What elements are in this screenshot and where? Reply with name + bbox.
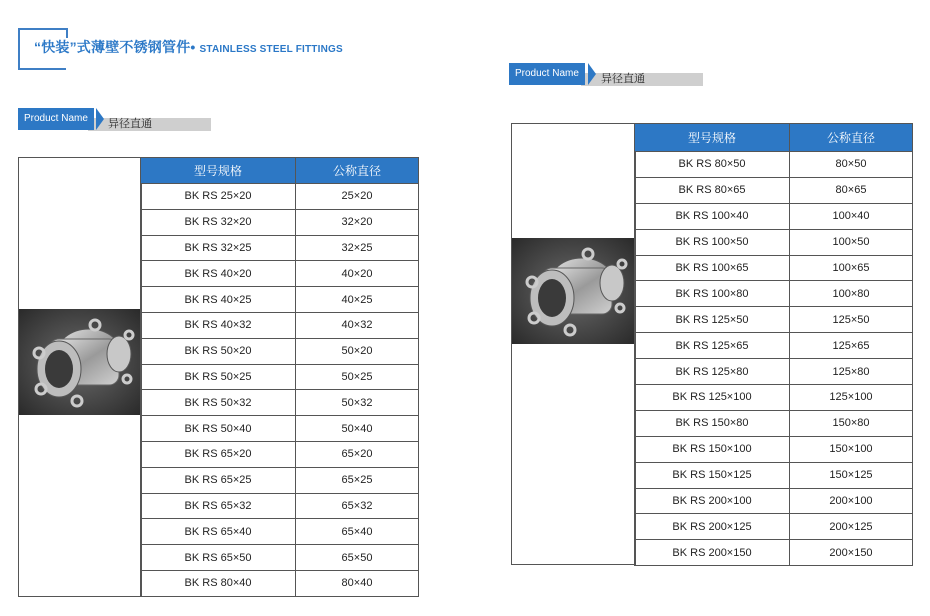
- model-cell: BK RS 100×80: [635, 281, 790, 307]
- table-row: [635, 540, 913, 566]
- table-row: [141, 493, 419, 519]
- diameter-cell: 80×40: [296, 570, 419, 596]
- table-row: [141, 338, 419, 364]
- diameter-cell: 150×100: [790, 436, 913, 462]
- title-cn: “快装”式薄壁不锈钢管件•: [34, 39, 196, 55]
- title-en: STAINLESS STEEL FITTINGS: [199, 44, 343, 55]
- right-product-photo: [512, 238, 634, 344]
- model-cell: BK RS 65×25: [141, 467, 296, 493]
- table-row: [141, 416, 419, 442]
- diameter-cell: 125×80: [790, 359, 913, 385]
- model-cell: BK RS 125×50: [635, 307, 790, 333]
- model-cell: BK RS 100×50: [635, 229, 790, 255]
- model-cell: BK RS 100×40: [635, 203, 790, 229]
- model-cell: BK RS 65×20: [141, 441, 296, 467]
- diameter-cell: 125×100: [790, 385, 913, 411]
- model-cell: BK RS 65×50: [141, 545, 296, 571]
- table-row: [141, 519, 419, 545]
- diameter-cell: 150×80: [790, 410, 913, 436]
- diameter-cell: 50×25: [296, 364, 419, 390]
- table-row: [141, 235, 419, 261]
- model-cell: BK RS 200×150: [635, 540, 790, 566]
- model-cell: BK RS 125×80: [635, 359, 790, 385]
- left-col-diameter: 公称直径: [296, 158, 419, 184]
- diameter-cell: 100×50: [790, 229, 913, 255]
- table-row: [141, 545, 419, 571]
- diameter-cell: 50×32: [296, 390, 419, 416]
- diameter-cell: 65×25: [296, 467, 419, 493]
- diameter-cell: 100×80: [790, 281, 913, 307]
- diameter-cell: 125×65: [790, 333, 913, 359]
- model-cell: BK RS 25×20: [141, 184, 296, 210]
- table-row: [141, 570, 419, 596]
- diameter-cell: 200×125: [790, 514, 913, 540]
- model-cell: BK RS 32×20: [141, 209, 296, 235]
- diameter-cell: 200×100: [790, 488, 913, 514]
- table-row: [141, 184, 419, 210]
- left-product-photo: [19, 309, 140, 415]
- model-cell: BK RS 200×100: [635, 488, 790, 514]
- model-cell: BK RS 100×65: [635, 255, 790, 281]
- left-spec-table: [140, 157, 419, 597]
- table-row: [635, 488, 913, 514]
- diameter-cell: 80×65: [790, 177, 913, 203]
- left-col-model: 型号规格: [141, 158, 296, 184]
- model-cell: BK RS 40×32: [141, 312, 296, 338]
- model-cell: BK RS 50×32: [141, 390, 296, 416]
- model-cell: BK RS 65×40: [141, 519, 296, 545]
- model-cell: BK RS 40×25: [141, 287, 296, 313]
- diameter-cell: 65×50: [296, 545, 419, 571]
- diameter-cell: 50×20: [296, 338, 419, 364]
- table-row: [635, 203, 913, 229]
- model-cell: BK RS 125×65: [635, 333, 790, 359]
- model-cell: BK RS 150×125: [635, 462, 790, 488]
- diameter-cell: 50×40: [296, 416, 419, 442]
- model-cell: BK RS 40×20: [141, 261, 296, 287]
- table-row: [635, 255, 913, 281]
- right-col-diameter: 公称直径: [790, 124, 913, 152]
- diameter-cell: 65×32: [296, 493, 419, 519]
- model-cell: BK RS 32×25: [141, 235, 296, 261]
- table-row: [141, 287, 419, 313]
- model-cell: BK RS 80×65: [635, 177, 790, 203]
- right-product-name-label: Product Name: [509, 63, 585, 85]
- diameter-cell: 65×40: [296, 519, 419, 545]
- diameter-cell: 100×65: [790, 255, 913, 281]
- right-tag-arrow: [588, 63, 596, 85]
- model-cell: BK RS 150×100: [635, 436, 790, 462]
- table-row: [635, 177, 913, 203]
- model-cell: BK RS 65×32: [141, 493, 296, 519]
- model-cell: BK RS 80×50: [635, 152, 790, 178]
- diameter-cell: 150×125: [790, 462, 913, 488]
- right-col-model: 型号规格: [635, 124, 790, 152]
- diameter-cell: 125×50: [790, 307, 913, 333]
- model-cell: BK RS 125×100: [635, 385, 790, 411]
- diameter-cell: 65×20: [296, 441, 419, 467]
- left-tag-arrow: [96, 108, 104, 130]
- right-product-name-value: 异径直通: [581, 73, 703, 86]
- right-spec-table: [634, 123, 913, 566]
- diameter-cell: 40×32: [296, 312, 419, 338]
- model-cell: BK RS 200×125: [635, 514, 790, 540]
- model-cell: BK RS 50×40: [141, 416, 296, 442]
- table-row: [635, 514, 913, 540]
- left-product-name-label: Product Name: [18, 108, 94, 130]
- table-row: [635, 385, 913, 411]
- table-row: [141, 312, 419, 338]
- table-row: [635, 359, 913, 385]
- diameter-cell: 100×40: [790, 203, 913, 229]
- table-row: [635, 436, 913, 462]
- diameter-cell: 40×25: [296, 287, 419, 313]
- table-row: [635, 307, 913, 333]
- table-row: [635, 152, 913, 178]
- table-row: [141, 390, 419, 416]
- diameter-cell: 80×50: [790, 152, 913, 178]
- diameter-cell: 32×25: [296, 235, 419, 261]
- table-row: [635, 281, 913, 307]
- table-row: [141, 364, 419, 390]
- table-row: [141, 467, 419, 493]
- table-row: [635, 410, 913, 436]
- table-row: [141, 261, 419, 287]
- model-cell: BK RS 50×25: [141, 364, 296, 390]
- model-cell: BK RS 50×20: [141, 338, 296, 364]
- right-image-cell: [511, 123, 636, 565]
- table-row: [635, 462, 913, 488]
- model-cell: BK RS 150×80: [635, 410, 790, 436]
- diameter-cell: 25×20: [296, 184, 419, 210]
- table-row: [635, 333, 913, 359]
- diameter-cell: 200×150: [790, 540, 913, 566]
- left-product-name-value: 异径直通: [88, 118, 211, 131]
- table-row: [141, 441, 419, 467]
- diameter-cell: 40×20: [296, 261, 419, 287]
- page-title: [34, 37, 343, 57]
- table-row: [635, 229, 913, 255]
- table-row: [141, 209, 419, 235]
- model-cell: BK RS 80×40: [141, 570, 296, 596]
- diameter-cell: 32×20: [296, 209, 419, 235]
